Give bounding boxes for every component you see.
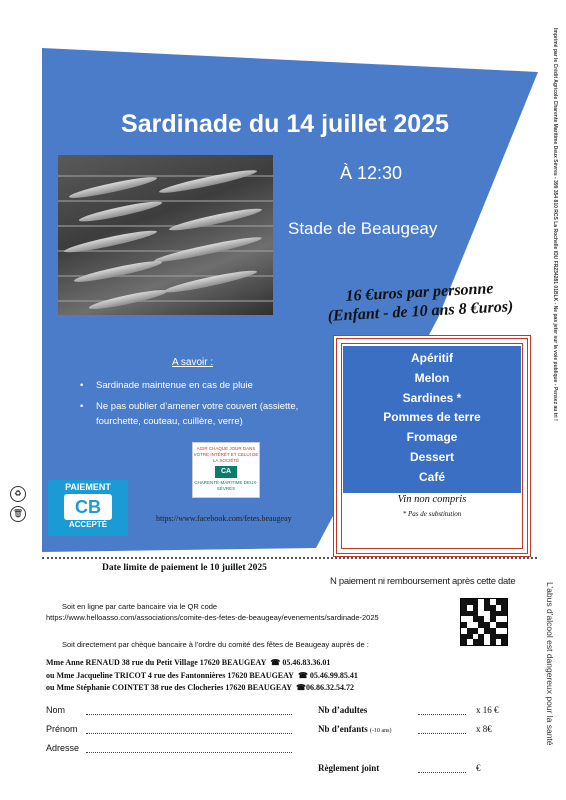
- contact-name: ou Mme Stéphanie COINTET 38 rue des Clocheries 17620 BEAUGEAY: [46, 683, 293, 692]
- contacts-list: [46, 657, 358, 695]
- price-child: (Enfant - de 10 ans 8 €uros): [327, 298, 514, 325]
- reglement-label: Règlement joint: [318, 763, 380, 773]
- adresse-label: Adresse: [46, 743, 80, 753]
- cb-bottom-label: ACCEPTÉ: [68, 520, 108, 529]
- nom-label: Nom: [46, 705, 66, 715]
- contact-name: ou Mme Jacqueline TRICOT 4 rue des Fantonnières 17620 BEAUGEAY: [46, 670, 294, 680]
- contact-row: [46, 670, 358, 683]
- event-time: À 12:30: [340, 163, 403, 183]
- reglement-unit: €: [476, 763, 481, 773]
- helloasso-link[interactable]: https://www.helloasso.com/associations/comite-des-fetes-de-beaugeay/evenements/sardinade-2025: [46, 613, 379, 622]
- adresse-field[interactable]: [86, 744, 292, 753]
- enfants-note: (-10 ans): [370, 728, 392, 734]
- event-venue: Stade de Beaugeay: [288, 219, 438, 238]
- menu-item: Fromage: [406, 430, 458, 445]
- menu-item: Café: [418, 469, 445, 484]
- enfants-label-text: Nb d’enfants: [318, 724, 368, 734]
- qr-code[interactable]: [460, 598, 508, 646]
- cb-payment-logo: [48, 480, 128, 536]
- recycling-icons: [10, 486, 26, 526]
- enfants-label: [318, 724, 392, 734]
- credit-agricole-logo: [192, 442, 260, 498]
- reglement-field[interactable]: [418, 764, 466, 773]
- ca-logo-mark: CA: [215, 466, 237, 478]
- prenom-label: Prénom: [46, 724, 78, 734]
- cb-mark: CB: [64, 494, 112, 520]
- savoir-item: • Sardinade maintenue en cas de pluie: [80, 378, 305, 393]
- price-adult: 16 €uros par personne: [345, 280, 494, 305]
- adultes-label: Nb d’adultes: [318, 705, 368, 715]
- menu-item: Dessert: [409, 449, 455, 464]
- payment-deadline: Date limite de paiement le 10 juillet 2025: [102, 563, 267, 573]
- contact-name: Mme Anne RENAUD 38 rue du Petit Village 17620 BEAUGEAY: [46, 658, 267, 667]
- printer-mention: Imprimé par le Crédit Agricole Charente Maritime Deux Sèvres - 399 354 810 RCS La Rochelle IDU FR234281 01BLK - Ne pas jeter sur la voie publique - Pensez au tri !: [552, 28, 558, 421]
- menu-item: Sardines *: [402, 390, 462, 405]
- ca-region: CHARENTE-MARITIME DEUX-SÈVRES: [194, 480, 258, 491]
- menu-item: Pommes de terre: [383, 410, 481, 425]
- contact-row: [46, 682, 358, 695]
- contact-phone: ☎ 05.46.99.85.41: [297, 670, 358, 680]
- ca-slogan: AGIR CHAQUE JOUR DANS VOTRE INTÉRÊT ET CELUI DE LA SOCIÉTÉ: [193, 446, 259, 463]
- no-refund-note: N paiement ni remboursement après cette date: [330, 576, 516, 587]
- prenom-field[interactable]: [86, 725, 292, 734]
- enfants-price: x 8€: [476, 724, 492, 734]
- nom-field[interactable]: [86, 706, 292, 715]
- recycle-icon: ♻: [10, 486, 26, 502]
- adultes-price: x 16 €: [476, 705, 499, 715]
- contact-phone: ☎ 05.46.83.36.01: [270, 658, 331, 667]
- online-payment-text: Soit en ligne par carte bancaire via le QR code: [62, 602, 218, 611]
- alcohol-warning: L’abus d’alcool est dangereux pour la santé: [545, 582, 555, 746]
- menu-vin-note: Vin non compris: [397, 494, 467, 505]
- cut-line: [42, 557, 537, 559]
- enfants-field[interactable]: [418, 725, 466, 734]
- sardines-grill-photo: [58, 155, 273, 315]
- cb-top-label: PAIEMENT: [65, 482, 111, 492]
- menu-substitution-note: * Pas de substitution: [402, 510, 462, 518]
- menu-item: Apéritif: [411, 351, 453, 365]
- facebook-link[interactable]: https://www.facebook.com/fetes.beaugeay: [156, 514, 292, 523]
- menu-item: Melon: [414, 370, 450, 385]
- adultes-field[interactable]: [418, 706, 466, 715]
- savoir-list: [80, 378, 305, 435]
- menu-list: [343, 349, 521, 488]
- cheque-payment-text: Soit directement par chèque bancaire à l’ordre du comité des fêtes de Beaugeay auprès de :: [62, 640, 369, 649]
- event-title: Sardinade du 14 juillet 2025: [121, 110, 449, 138]
- savoir-title: A savoir :: [172, 357, 214, 368]
- contact-row: [46, 657, 358, 670]
- savoir-item: • Ne pas oublier d’amener votre couvert (assiette, fourchette, couteau, cuillère, verre): [80, 399, 305, 429]
- contact-phone: ☎06.86.32.54.72: [296, 683, 354, 692]
- trash-icon: 🗑: [10, 506, 26, 522]
